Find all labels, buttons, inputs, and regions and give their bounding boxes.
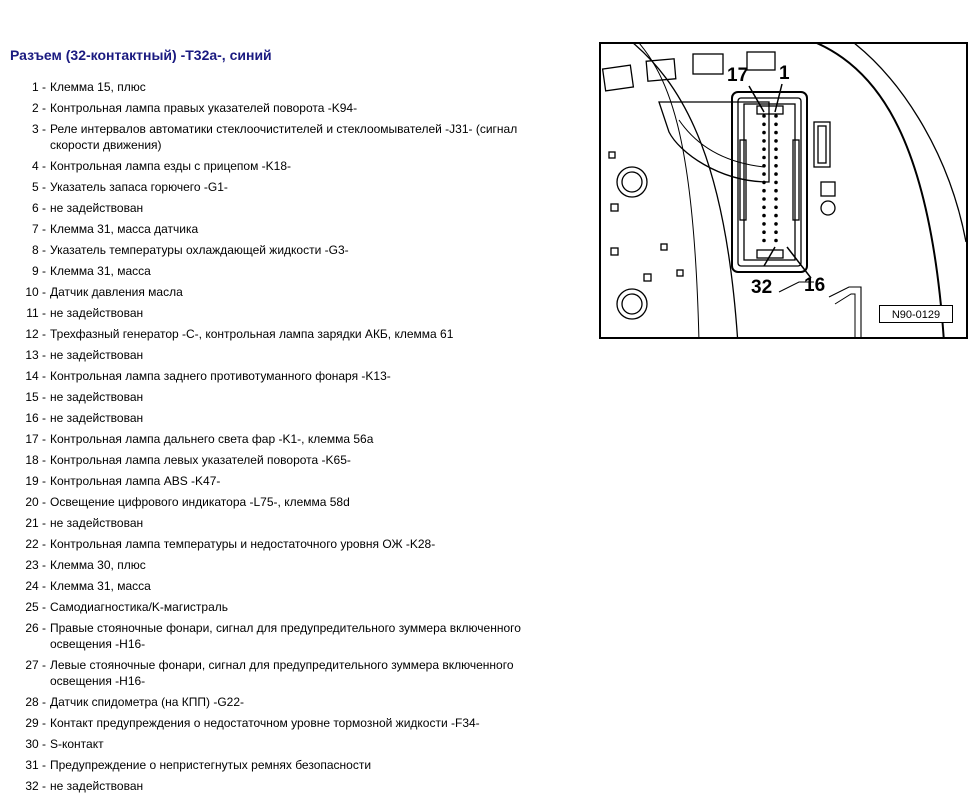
pin-number: 10 - [25, 285, 46, 299]
pin-number: 18 - [25, 453, 46, 467]
pin-description: Контрольная лампа езды с прицепом -K18- [50, 159, 292, 173]
list-item [0, 179, 590, 195]
pin-list [0, 79, 590, 799]
pin-description: Указатель температуры охлаждающей жидкости -G3- [50, 243, 349, 257]
list-item [0, 778, 590, 794]
pin-description: Контрольная лампа правых указателей поворота -K94- [50, 101, 358, 115]
connector-pins [762, 114, 778, 242]
pin-description: Освещение цифрового индикатора -L75-, клемма 58d [50, 495, 350, 509]
figure-code: N90-0129 [879, 305, 953, 323]
list-item [0, 242, 590, 258]
connector-pin-dot [774, 230, 778, 234]
connector-pin-dot [774, 181, 778, 185]
pin-description: не задействован [50, 516, 144, 530]
pin-number: 2 - [31, 101, 46, 115]
list-item [0, 79, 590, 95]
callout-pin-32: 32 [751, 277, 773, 298]
list-item [0, 578, 590, 594]
list-item [0, 368, 590, 384]
pin-number: 21 - [25, 516, 46, 530]
pin-number: 26 - [25, 621, 46, 635]
pin-number: 28 - [25, 695, 46, 709]
connector-pin-dot [762, 114, 766, 118]
pin-description: Правые стояночные фонари, сигнал для предупредительного зуммера включенного освещения -H16- [50, 621, 521, 651]
pin-description: Контрольная лампа левых указателей поворота -K65- [50, 453, 351, 467]
pin-number: 15 - [25, 390, 46, 404]
list-item [0, 736, 590, 752]
connector-pin-dot [774, 123, 778, 127]
list-item [0, 557, 590, 573]
connector-pin-dot [762, 230, 766, 234]
pin-number: 17 - [25, 432, 46, 446]
pin-number: 19 - [25, 474, 46, 488]
pin-description: Датчик давления масла [50, 285, 183, 299]
callout-pin-16: 16 [804, 275, 826, 296]
pin-number: 8 - [31, 243, 46, 257]
list-item [0, 221, 590, 237]
connector-pin-dot [762, 197, 766, 201]
list-item [0, 347, 590, 363]
pin-number: 13 - [25, 348, 46, 362]
connector-pin-dot [774, 197, 778, 201]
list-item [0, 599, 590, 615]
connector-pin-dot [762, 156, 766, 160]
pin-number: 22 - [25, 537, 46, 551]
connector-figure [599, 42, 968, 339]
pin-number: 4 - [31, 159, 46, 173]
list-item [0, 200, 590, 216]
connector-pin-dot [762, 206, 766, 210]
list-item [0, 305, 590, 321]
pin-description: Контрольная лампа заднего противотуманного фонаря -K13- [50, 369, 391, 383]
pin-description: Клемма 31, масса [50, 579, 151, 593]
pin-description: Клемма 15, плюс [50, 80, 146, 94]
list-item [0, 757, 590, 773]
pin-description: Клемма 31, масса датчика [50, 222, 199, 236]
pin-number: 32 - [25, 779, 46, 793]
list-item [0, 620, 590, 652]
list-item [0, 431, 590, 447]
pin-number: 23 - [25, 558, 46, 572]
connector-pin-dot [774, 222, 778, 226]
pin-number: 3 - [31, 122, 46, 136]
pin-description: не задействован [50, 779, 144, 793]
pin-description: не задействован [50, 306, 144, 320]
pin-number: 12 - [25, 327, 46, 341]
pin-description: не задействован [50, 390, 144, 404]
connector-pin-dot [774, 164, 778, 168]
pin-number: 6 - [31, 201, 46, 215]
connector-pin-dot [774, 131, 778, 135]
page-title: Разъем (32-контактный) -T32a-, синий [10, 47, 272, 63]
pin-description: Датчик спидометра (на КПП) -G22- [50, 695, 245, 709]
connector-pin-dot [762, 172, 766, 176]
callout-pin-1: 1 [779, 63, 790, 84]
list-item [0, 263, 590, 279]
list-item [0, 515, 590, 531]
callout-pin-17: 17 [727, 65, 749, 86]
pin-number: 14 - [25, 369, 46, 383]
pin-number: 11 - [26, 306, 46, 320]
pin-number: 24 - [25, 579, 46, 593]
pin-description: не задействован [50, 201, 144, 215]
list-item [0, 410, 590, 426]
list-item [0, 326, 590, 342]
connector-drawing [599, 42, 968, 339]
connector-pin-dot [762, 147, 766, 151]
connector-pin-dot [762, 164, 766, 168]
connector-pin-dot [762, 131, 766, 135]
pin-description: не задействован [50, 411, 144, 425]
connector-pin-dot [762, 214, 766, 218]
pin-description: Самодиагностика/K-магистраль [50, 600, 229, 614]
list-item [0, 121, 590, 153]
connector-pin-dot [762, 189, 766, 193]
pin-number: 20 - [25, 495, 46, 509]
list-item [0, 715, 590, 731]
list-item [0, 473, 590, 489]
connector-pin-dot [774, 214, 778, 218]
pin-description: Реле интервалов автоматики стеклоочистителей и стеклоомывателей -J31- (сигнал скорости движения) [50, 122, 518, 152]
pin-description: Клемма 30, плюс [50, 558, 146, 572]
list-item [0, 452, 590, 468]
pin-number: 9 - [31, 264, 46, 278]
pin-description: Указатель запаса горючего -G1- [50, 180, 228, 194]
pin-description: Трехфазный генератор -C-, контрольная лампа зарядки АКБ, клемма 61 [50, 327, 454, 341]
list-item [0, 694, 590, 710]
pin-number: 5 - [31, 180, 46, 194]
pin-number: 29 - [25, 716, 46, 730]
pin-description: Предупреждение о непристегнутых ремнях безопасности [50, 758, 372, 772]
list-item [0, 536, 590, 552]
connector-pin-dot [774, 172, 778, 176]
list-item [0, 100, 590, 116]
pin-description: Контрольная лампа ABS -K47- [50, 474, 221, 488]
connector-pin-dot [762, 239, 766, 243]
pin-description: Левые стояночные фонари, сигнал для предупредительного зуммера включенного освещения -H16- [50, 658, 514, 688]
connector-pin-dot [762, 139, 766, 143]
connector-pin-dot [774, 114, 778, 118]
pin-number: 31 - [25, 758, 46, 772]
list-item [0, 494, 590, 510]
pin-number: 1 - [31, 80, 46, 94]
pin-number: 7 - [31, 222, 46, 236]
pin-description: Контрольная лампа температуры и недостаточного уровня ОЖ -K28- [50, 537, 436, 551]
list-item [0, 657, 590, 689]
pin-description: не задействован [50, 348, 144, 362]
connector-pin-dot [774, 139, 778, 143]
pin-description: Контрольная лампа дальнего света фар -K1-, клемма 56a [50, 432, 374, 446]
connector-pin-dot [774, 189, 778, 193]
pin-description: Контакт предупреждения о недостаточном уровне тормозной жидкости -F34- [50, 716, 480, 730]
pin-number: 25 - [25, 600, 46, 614]
list-item [0, 158, 590, 174]
connector-pin-dot [774, 206, 778, 210]
list-item [0, 284, 590, 300]
connector-pin-dot [762, 123, 766, 127]
pin-number: 30 - [25, 737, 46, 751]
pin-description: Клемма 31, масса [50, 264, 151, 278]
pin-number: 27 - [25, 658, 46, 672]
connector-pin-dot [774, 147, 778, 151]
list-item [0, 389, 590, 405]
pin-number: 16 - [25, 411, 46, 425]
connector-pin-dot [762, 181, 766, 185]
connector-pin-dot [762, 222, 766, 226]
connector-pin-dot [774, 156, 778, 160]
pin-description: S-контакт [50, 737, 104, 751]
connector-pin-dot [774, 239, 778, 243]
